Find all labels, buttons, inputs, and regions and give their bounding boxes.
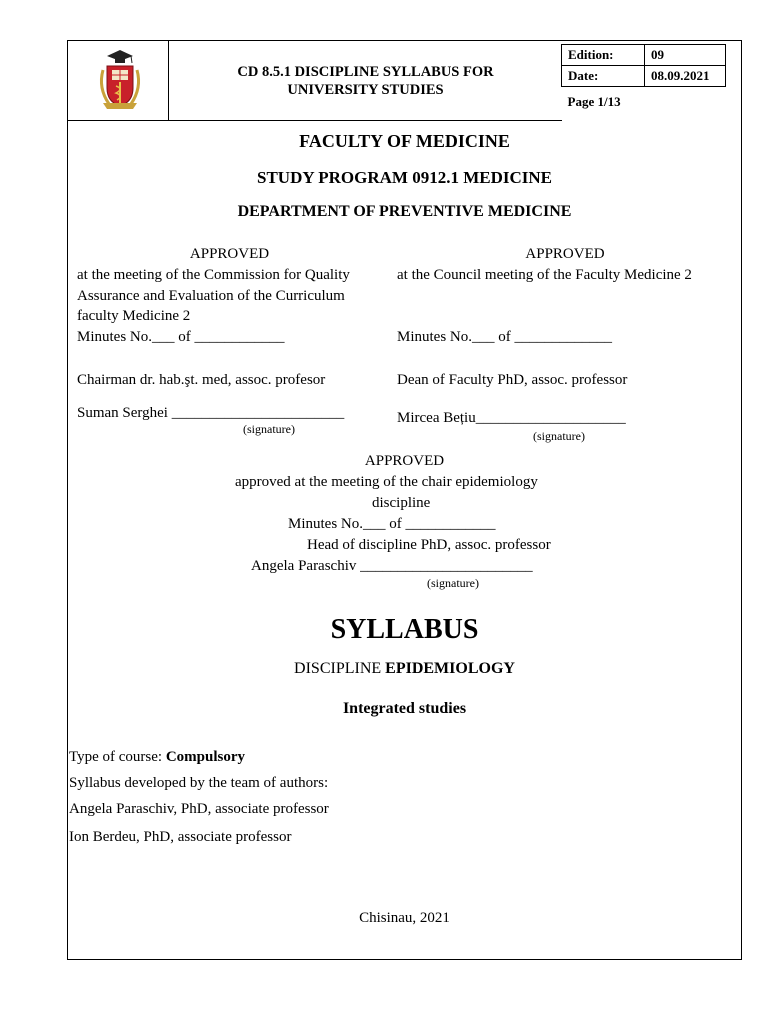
syllabus-title: SYLLABUS (330, 614, 479, 645)
left-approval-heading: APPROVED (189, 246, 270, 262)
date-value: 08.09.2021 (645, 66, 726, 87)
right-approval-signature-label: (signature) (533, 429, 585, 443)
chair-approval-line1: approved at the meeting of the chair epidemiology (235, 474, 538, 490)
discipline-name: EPIDEMIOLOGY (385, 660, 515, 677)
chair-approval-signature-label: (signature) (427, 576, 479, 590)
author-item: Angela Paraschiv, PhD, associate professor (69, 801, 329, 817)
course-type-label: Type of course: (69, 749, 166, 765)
left-approval-line1: at the meeting of the Commission for Quality (77, 267, 350, 283)
course-type-value: Compulsory (165, 749, 246, 765)
authors-intro: Syllabus developed by the team of authors: (69, 775, 329, 791)
chair-approval-role: Head of discipline PhD, assoc. professor (307, 537, 551, 553)
left-approval-minutes: Minutes No.___ of ____________ (77, 329, 285, 345)
right-approval-heading: APPROVED (525, 246, 605, 262)
author-item: Ion Berdeu, PhD, associate professor (69, 829, 292, 845)
document-header (68, 41, 741, 121)
discipline-line (68, 660, 741, 678)
right-approval-role: Dean of Faculty PhD, assoc. professor (397, 372, 628, 388)
right-approval-name: Mircea Bețiu____________________ (397, 410, 626, 426)
chair-approval-heading: APPROVED (364, 453, 445, 469)
left-approval-line3: faculty Medicine 2 (77, 308, 191, 324)
left-approval-name: Suman Serghei _______________________ (77, 405, 345, 421)
left-approval-line2: Assurance and Evaluation of the Curriculum (77, 288, 345, 304)
chair-approval-line2: discipline (372, 495, 431, 511)
chair-approval-minutes: Minutes No.___ of ____________ (288, 516, 496, 532)
logo-cell (68, 41, 169, 121)
department-heading: DEPARTMENT OF PREVENTIVE MEDICINE (237, 203, 572, 220)
discipline-prefix: DISCIPLINE (294, 660, 386, 677)
edition-info-table (561, 44, 726, 117)
right-approval-minutes: Minutes No.___ of _____________ (397, 329, 612, 345)
document-title-cell (169, 41, 562, 121)
left-approval-signature-label: (signature) (243, 422, 295, 436)
date-label: Date: (562, 66, 645, 87)
course-type-line (69, 749, 245, 766)
document-code-title-line1: CD 8.5.1 DISCIPLINE SYLLABUS FOR (237, 63, 494, 80)
studies-type: Integrated studies (342, 700, 467, 717)
left-approval-role: Chairman dr. hab.şt. med, assoc. profesor (77, 372, 326, 388)
document-page (67, 40, 742, 960)
page-number: Page 1/13 (567, 94, 621, 109)
place-year: Chisinau, 2021 (359, 910, 450, 926)
faculty-heading: FACULTY OF MEDICINE (299, 131, 510, 151)
edition-label: Edition: (562, 45, 645, 66)
edition-value: 09 (645, 45, 726, 66)
study-program-heading: STUDY PROGRAM 0912.1 MEDICINE (257, 168, 552, 187)
university-crest-logo (95, 48, 145, 112)
right-approval-line1: at the Council meeting of the Faculty Medicine 2 (397, 267, 692, 283)
chair-approval-name: Angela Paraschiv _______________________ (251, 558, 533, 574)
document-code-title-line2: UNIVERSITY STUDIES (287, 81, 444, 98)
